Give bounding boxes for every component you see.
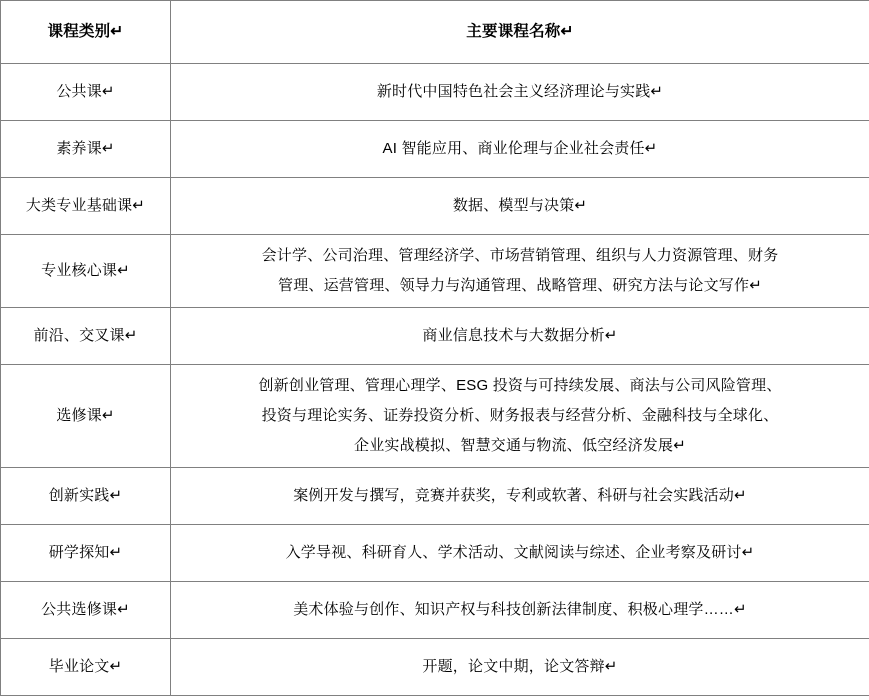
table-row (1, 468, 869, 525)
column-header-category: 课程类别↵ (1, 1, 171, 64)
table-row (1, 308, 869, 365)
table-header (1, 1, 869, 64)
course-line: 商业信息技术与大数据分析↵ (422, 327, 618, 344)
course-line: 管理、运营管理、领导力与沟通管理、战略管理、研究方法与论文写作↵ (278, 277, 762, 294)
table-header-row (1, 1, 869, 64)
course-line: 开题，论文中期，论文答辩↵ (422, 658, 618, 675)
table-row (1, 639, 869, 696)
course-line: 数据、模型与决策↵ (452, 197, 588, 214)
cell-category: 创新实践↵ (1, 468, 171, 525)
course-line: AI 智能应用、商业伦理与企业社会责任↵ (382, 140, 658, 157)
table-row (1, 178, 869, 235)
cell-courses (171, 308, 869, 365)
cell-courses (171, 525, 869, 582)
table-row (1, 121, 869, 178)
course-line: 会计学、公司治理、管理经济学、市场营销管理、组织与人力资源管理、财务 (261, 247, 779, 264)
course-line: 企业实战模拟、智慧交通与物流、低空经济发展↵ (354, 437, 686, 454)
course-line: 新时代中国特色社会主义经济理论与实践↵ (376, 83, 664, 100)
cell-courses (171, 468, 869, 525)
cell-category: 专业核心课↵ (1, 235, 171, 308)
cell-category: 毕业论文↵ (1, 639, 171, 696)
course-line: 案例开发与撰写，竞赛并获奖，专利或软著、科研与社会实践活动↵ (293, 487, 747, 504)
course-line: 创新创业管理、管理心理学、ESG 投资与可持续发展、商法与公司风险管理、 (258, 377, 782, 394)
cell-courses (171, 582, 869, 639)
cell-courses (171, 639, 869, 696)
table-body (1, 64, 869, 696)
cell-courses (171, 64, 869, 121)
cell-courses (171, 121, 869, 178)
cell-category: 大类专业基础课↵ (1, 178, 171, 235)
table-row (1, 235, 869, 308)
table-row (1, 582, 869, 639)
table-row (1, 525, 869, 582)
cell-category: 研学探知↵ (1, 525, 171, 582)
cell-courses (171, 178, 869, 235)
table-row (1, 365, 869, 468)
cell-category: 公共选修课↵ (1, 582, 171, 639)
cell-category: 公共课↵ (1, 64, 171, 121)
cell-category: 选修课↵ (1, 365, 171, 468)
course-line: 美术体验与创作、知识产权与科技创新法律制度、积极心理学……↵ (293, 601, 747, 618)
cell-courses (171, 365, 869, 468)
cell-category: 前沿、交叉课↵ (1, 308, 171, 365)
cell-courses (171, 235, 869, 308)
table-row (1, 64, 869, 121)
course-line: 入学导视、科研育人、学术活动、文献阅读与综述、企业考察及研讨↵ (285, 544, 755, 561)
course-line: 投资与理论实务、证券投资分析、财务报表与经营分析、金融科技与全球化、 (261, 407, 779, 424)
cell-category: 素养课↵ (1, 121, 171, 178)
column-header-courses: 主要课程名称↵ (171, 1, 869, 64)
